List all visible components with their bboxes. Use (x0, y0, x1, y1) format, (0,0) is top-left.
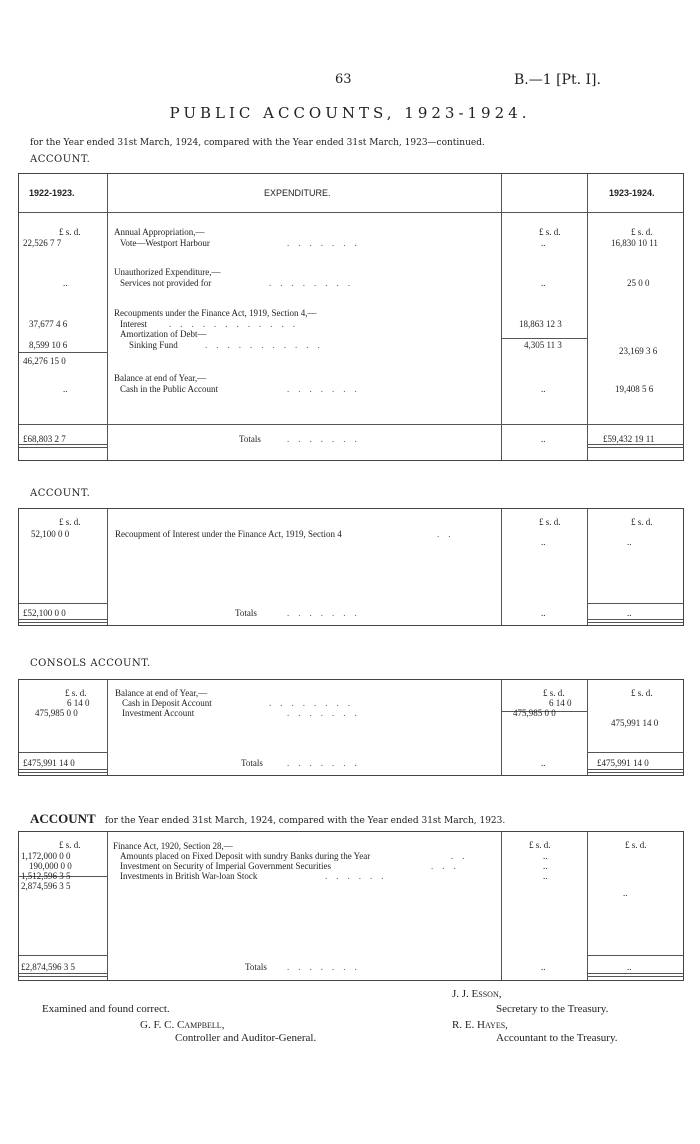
total-mid: .. (541, 608, 546, 618)
account4-label-rest: for the Year ended 31st March, 1924, compared with the Year ended 31st March, 1923. (104, 816, 506, 826)
currency-heading: £ s. d. (631, 227, 653, 237)
currency-heading: £ s. d. (543, 688, 565, 698)
row-heading: Balance at end of Year,— (115, 688, 208, 698)
subtotal-prev: 2,874,596 3 5 (21, 881, 71, 891)
amount-mid: 6 14 0 (549, 698, 572, 708)
currency-heading: £ s. d. (65, 688, 87, 698)
totals-label: Totals (245, 962, 267, 972)
row-heading: Unauthorized Expenditure,— (114, 267, 221, 277)
row-description: Investment on Security of Imperial Government Securities (120, 861, 331, 871)
amount-curr: .. (627, 537, 632, 547)
header-expenditure: EXPENDITURE. (264, 188, 331, 198)
amount-prev: 1,172,000 0 0 (21, 851, 71, 861)
row-description: Recoupment of Interest under the Finance Act, 1919, Section 4 (115, 529, 342, 539)
row-heading: Finance Act, 1920, Section 28,— (113, 841, 233, 851)
total-prev: £475,991 14 0 (23, 758, 75, 768)
total-mid: .. (541, 758, 546, 768)
signatory-title: Accountant to the Treasury. (496, 1032, 618, 1044)
currency-heading: £ s. d. (631, 688, 653, 698)
amount-mid: 475,985 0 0 (513, 708, 556, 718)
page-title: PUBLIC ACCOUNTS, 1923-1924. (169, 104, 531, 122)
account4-heading (30, 808, 505, 827)
amount-mid: .. (543, 851, 548, 861)
amount-mid: .. (541, 278, 546, 288)
row-heading: Recoupments under the Finance Act, 1919, Section 4,— (114, 308, 317, 318)
currency-heading: £ s. d. (59, 227, 81, 237)
header-1922-1923: 1922-1923. (29, 188, 75, 198)
total-mid: .. (541, 962, 546, 972)
row-description: Services not provided for (120, 278, 212, 288)
account2-table: £ s. d. £ s. d. £ s. d. 52,100 0 0 Recoupment of Interest under the Finance Act, 1919, Section 4 .. .. .. £52,100 0 0 Totals ....... .. .. (18, 508, 684, 626)
amount-mid: .. (543, 861, 548, 871)
account1-label: ACCOUNT. (30, 154, 91, 165)
amount-curr: 475,991 14 0 (611, 718, 659, 728)
amount-mid: 4,305 11 3 (524, 340, 562, 350)
row-description: Cash in the Public Account (120, 384, 218, 394)
totals-label: Totals (235, 608, 257, 618)
account1-table: 1922-1923. EXPENDITURE. 1923-1924. £ s. d. £ s. d. £ s. d. 22,526 7 7 Annual Appropriation,— Vote—Westport Harbour ....... .. 16,830 10 11 .. Unauthorized Expenditure,— Services not provided for ........ .. 25 0 0 Recoupments under the Finance Act, 1919, Section 4,— Interest 37,677 4 6 ............ 18,863 12 3 Amortization of Debt— Sinking Fund 8,599 10 6 ........... 4,305 11 3 46,276 15 0 23,169 3 6 .. Balance at end of Year,— Cash in the Public Account ....... .. 19,408 5 6 £68,803 2 7 Totals ....... .. £59,432 19 11 (18, 173, 684, 461)
account4-table: £ s. d. £ s. d. £ s. d. Finance Act, 1920, Section 28,— 1,172,000 0 0 Amounts placed on Fixed Deposit with sundry Banks during the Year .. .. 190,000 0 0 Investment on Security of Imperial Government Securities ... .. 1,512,596 3 5 Investments in British War-loan Stock ...... .. 2,874,596 3 5 .. £2,874,596 3 5 Totals ....... .. .. (18, 831, 684, 981)
page-number: 63 (335, 72, 352, 87)
row-description: Sinking Fund (129, 340, 178, 350)
signatory-title: Controller and Auditor-General. (175, 1032, 317, 1044)
amount-prev: 475,985 0 0 (35, 708, 78, 718)
amount-prev: 190,000 0 0 (29, 861, 72, 871)
examined-statement: Examined and found correct. (42, 1003, 170, 1015)
total-curr: £59,432 19 11 (603, 434, 655, 444)
amount-prev: 1,512,596 3 5 (21, 871, 71, 881)
amount-curr: 16,830 10 11 (611, 238, 658, 248)
row-description: Investments in British War-loan Stock (120, 871, 258, 881)
row-description: Investment Account (122, 708, 195, 718)
account2-label: ACCOUNT. (30, 488, 91, 499)
amount-curr: 25 0 0 (627, 278, 650, 288)
total-curr: .. (627, 608, 632, 618)
row-description: Cash in Deposit Account (122, 698, 212, 708)
row-heading: Annual Appropriation,— (114, 227, 205, 237)
amount-prev: 37,677 4 6 (29, 319, 68, 329)
total-curr: .. (627, 962, 632, 972)
total-prev: £2,874,596 3 5 (21, 962, 75, 972)
currency-heading: £ s. d. (539, 517, 561, 527)
currency-heading: £ s. d. (625, 840, 647, 850)
amount-mid: .. (541, 238, 546, 248)
amount-prev: 6 14 0 (67, 698, 90, 708)
total-mid: .. (541, 434, 546, 444)
subtotal-curr: 23,169 3 6 (619, 346, 658, 356)
amount-mid: .. (543, 871, 548, 881)
amount-mid: .. (541, 384, 546, 394)
amount-curr: .. (623, 888, 628, 898)
totals-label: Totals (239, 434, 261, 444)
amount-prev: .. (63, 278, 68, 288)
signatory-name: J. J. Esson, (452, 988, 502, 1000)
total-prev: £68,803 2 7 (23, 434, 66, 444)
amount-prev: 8,599 10 6 (29, 340, 68, 350)
row-description: Amounts placed on Fixed Deposit with sundry Banks during the Year (120, 851, 371, 861)
currency-heading: £ s. d. (529, 840, 551, 850)
amount-mid: .. (541, 537, 546, 547)
row-description: Interest (120, 319, 147, 329)
continuation-line: for the Year ended 31st March, 1924, compared with the Year ended 31st March, 1923—continued. (30, 138, 485, 148)
currency-heading: £ s. d. (539, 227, 561, 237)
currency-heading: £ s. d. (631, 517, 653, 527)
amount-prev: 52,100 0 0 (31, 529, 70, 539)
signatory-title: Secretary to the Treasury. (496, 1003, 609, 1015)
amount-mid: 18,863 12 3 (519, 319, 562, 329)
account3-table: £ s. d. £ s. d. £ s. d. Balance at end of Year,— Cash in Deposit Account ........ Investment Account ....... 6 14 0 475,985 0 0 6 14 0 475,985 0 0 475,991 14 0 £475,991 14 0 Totals ....... .. £475,991 14 0 (18, 679, 684, 776)
subtotal-prev: 46,276 15 0 (23, 356, 66, 366)
amount-curr: 19,408 5 6 (615, 384, 654, 394)
document-reference: B.—1 [Pt. I]. (514, 72, 601, 88)
row-description: Amortization of Debt— (120, 329, 207, 339)
row-description: Vote—Westport Harbour (120, 238, 210, 248)
signatory-name: R. E. Hayes, (452, 1019, 508, 1031)
amount-prev: 22,526 7 7 (23, 238, 62, 248)
account4-label: ACCOUNT (30, 811, 96, 826)
header-1923-1924: 1923-1924. (609, 188, 655, 198)
row-heading: Balance at end of Year,— (114, 373, 207, 383)
account3-label: CONSOLS ACCOUNT. (30, 658, 151, 669)
totals-label: Totals (241, 758, 263, 768)
currency-heading: £ s. d. (59, 840, 81, 850)
signatory-name: G. F. C. Campbell, (140, 1019, 225, 1031)
currency-heading: £ s. d. (59, 517, 81, 527)
total-curr: £475,991 14 0 (597, 758, 649, 768)
total-prev: £52,100 0 0 (23, 608, 66, 618)
amount-prev: .. (63, 384, 68, 394)
